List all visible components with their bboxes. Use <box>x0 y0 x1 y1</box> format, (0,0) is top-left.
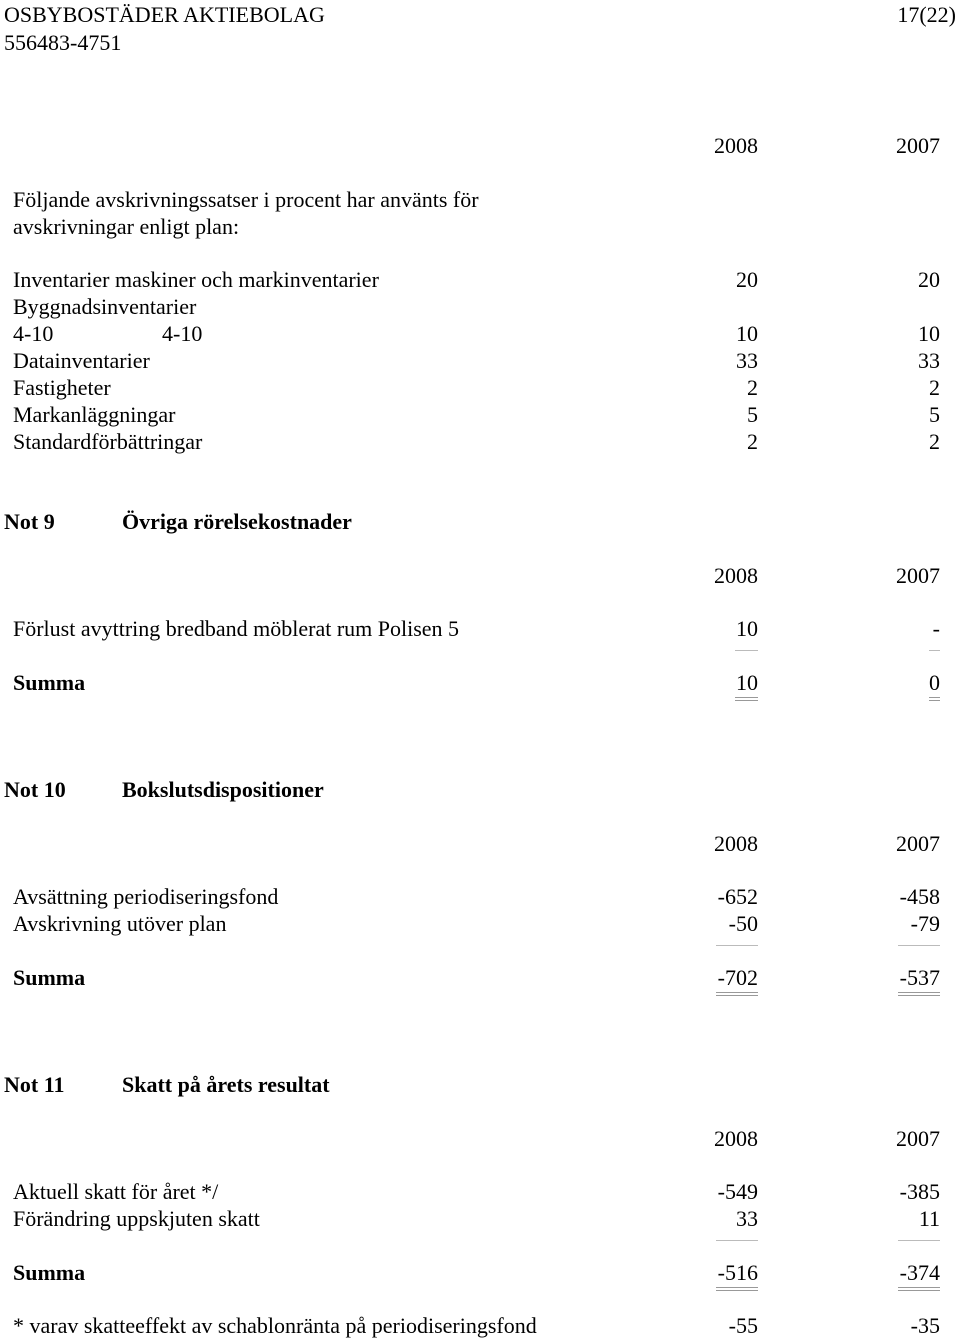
rate-row-2007: 2 <box>929 429 940 454</box>
rate-row-2008: 10 <box>736 321 758 346</box>
note-row-2007: -458 <box>899 884 940 909</box>
rate-row-2007: 10 <box>918 321 940 346</box>
note-row-2007: -385 <box>899 1179 940 1204</box>
note-row-label: Avsättning periodiseringsfond <box>13 884 279 909</box>
rate-row-label: Fastigheter <box>13 375 111 400</box>
note-number: Not 11 <box>4 1072 65 1097</box>
rate-row-2007: 20 <box>918 267 940 292</box>
footnote-label: * varav skatteeffekt av schablonränta på periodiseringsfond <box>13 1313 537 1338</box>
year-header-2007: 2007 <box>896 563 940 588</box>
total-double-rule <box>716 1287 758 1291</box>
rate-row-2008: 2 <box>747 429 758 454</box>
sum-2008: -702 <box>717 965 758 990</box>
total-double-rule <box>716 992 758 996</box>
footnote-2008: -55 <box>728 1313 758 1338</box>
note-row-label: Avskrivning utöver plan <box>13 911 227 936</box>
rate-row-2008: 2 <box>747 375 758 400</box>
note-number: Not 9 <box>4 509 55 534</box>
note-number: Not 10 <box>4 777 66 802</box>
subtotal-rule <box>716 1240 758 1241</box>
rate-row-2008: 33 <box>736 348 758 373</box>
sum-2007: -374 <box>899 1260 940 1285</box>
subtotal-rule <box>898 945 940 946</box>
note-row-2008: -652 <box>717 884 758 909</box>
note-row-label: Förlust avyttring bredband möblerat rum Polisen 5 <box>13 616 460 641</box>
note-row-2008: 10 <box>736 616 758 641</box>
rate-row-2007: 33 <box>918 348 940 373</box>
page-number: 17(22) <box>897 2 956 27</box>
note-row-2007: - <box>932 616 940 641</box>
year-header-2008: 2008 <box>714 831 758 856</box>
year-header-2007: 2007 <box>896 831 940 856</box>
total-double-rule <box>898 992 940 996</box>
sum-2007: 0 <box>929 670 940 695</box>
note-row-label: Förändring uppskjuten skatt <box>13 1206 260 1231</box>
note-row-2008: 33 <box>736 1206 758 1231</box>
note-title: Skatt på årets resultat <box>122 1072 330 1097</box>
subtotal-rule <box>929 650 940 651</box>
sum-2008: -516 <box>717 1260 758 1285</box>
footnote-2007: -35 <box>910 1313 940 1338</box>
rate-row-label: 4-10 <box>13 321 54 346</box>
total-double-rule <box>735 697 758 701</box>
sum-label: Summa <box>13 965 86 990</box>
rate-row-2007: 2 <box>929 375 940 400</box>
rate-row-label-secondary: 4-10 <box>162 321 203 346</box>
rate-row-2008: 5 <box>747 402 758 427</box>
year-header-2007: 2007 <box>896 133 940 158</box>
year-header-2008: 2008 <box>714 1126 758 1151</box>
sum-label: Summa <box>13 1260 86 1285</box>
note-row-2007: -79 <box>910 911 940 936</box>
note-title: Övriga rörelsekostnader <box>122 509 352 534</box>
rate-row-label: Markanläggningar <box>13 402 176 427</box>
rate-row-2008: 20 <box>736 267 758 292</box>
rate-row-2007: 5 <box>929 402 940 427</box>
rate-row-label: Byggnadsinventarier <box>13 294 197 319</box>
sum-2007: -537 <box>899 965 940 990</box>
rate-row-label: Standardförbättringar <box>13 429 203 454</box>
note-row-label: Aktuell skatt för året */ <box>13 1179 219 1204</box>
year-header-2008: 2008 <box>714 133 758 158</box>
rate-row-label: Inventarier maskiner och markinventarier <box>13 267 379 292</box>
note-row-2008: -549 <box>717 1179 758 1204</box>
total-double-rule <box>929 697 940 701</box>
year-header-2007: 2007 <box>896 1126 940 1151</box>
note-row-2007: 11 <box>918 1206 940 1231</box>
subtotal-rule <box>716 945 758 946</box>
subtotal-rule <box>735 650 758 651</box>
intro-text-line1: Följande avskrivningssatser i procent har använts för <box>13 187 479 212</box>
rate-row-label: Datainventarier <box>13 348 150 373</box>
year-header-2008: 2008 <box>714 563 758 588</box>
sum-2008: 10 <box>736 670 758 695</box>
company-name: OSBYBOSTÄDER AKTIEBOLAG <box>4 2 325 27</box>
intro-text-line2: avskrivningar enligt plan: <box>13 214 240 239</box>
note-title: Bokslutsdispositioner <box>122 777 324 802</box>
note-row-2008: -50 <box>728 911 758 936</box>
sum-label: Summa <box>13 670 86 695</box>
org-number: 556483-4751 <box>4 30 122 55</box>
subtotal-rule <box>898 1240 940 1241</box>
total-double-rule <box>898 1287 940 1291</box>
